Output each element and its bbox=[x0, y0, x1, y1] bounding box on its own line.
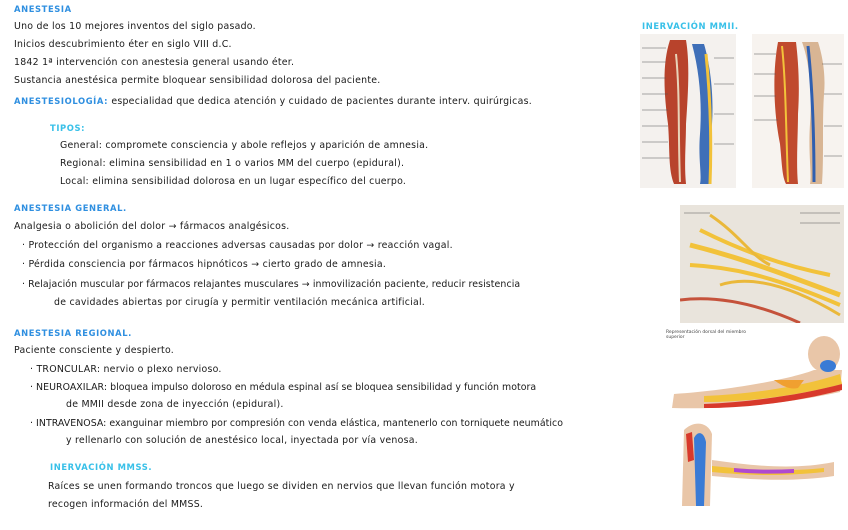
tipo-term: Local: bbox=[60, 176, 89, 187]
general-intro: Analgesia o abolición del dolor → fármacos analgésicos. bbox=[14, 221, 290, 232]
regional-intravenosa bbox=[30, 418, 563, 430]
leg-anatomy-figure-front bbox=[640, 34, 736, 188]
regional-text: bloquea impulso doloroso en médula espinal así se bloquea sensibilidad y función motora bbox=[110, 382, 537, 393]
regional-text: nervio o plexo nervioso. bbox=[103, 364, 222, 375]
inervacion-mmss-line-2: recogen información del MMSS. bbox=[48, 499, 204, 510]
intro-line-3: 1842 1ª intervención con anestesia general usando éter. bbox=[14, 57, 295, 68]
general-item-1: · Protección del organismo a reacciones adversas causadas por dolor → reacción vagal. bbox=[22, 240, 453, 251]
dermatome-arm-figure bbox=[664, 330, 844, 506]
general-item-3: · Relajación muscular por fármacos relajantes musculares → inmovilización paciente, reducir resistencia bbox=[22, 279, 521, 290]
tipo-term: Regional: bbox=[60, 158, 106, 169]
intro-line-4: Sustancia anestésica permite bloquear sensibilidad dolorosa del paciente. bbox=[14, 75, 381, 86]
leg-anatomy-figure-back bbox=[752, 34, 844, 188]
intro-line-1: Uno de los 10 mejores inventos del siglo pasado. bbox=[14, 21, 256, 32]
leg-anatomy-illustration bbox=[640, 34, 736, 188]
general-item-3-cont: de cavidades abiertas por cirugía y permitir ventilación mecánica artificial. bbox=[54, 297, 426, 308]
tipo-general bbox=[60, 140, 428, 152]
tipo-text: elimina sensibilidad en 1 o varios MM del cuerpo (epidural). bbox=[109, 158, 405, 169]
brachial-plexus-figure bbox=[680, 205, 844, 323]
regional-term: · TRONCULAR: bbox=[30, 364, 101, 375]
regional-term: · INTRAVENOSA: bbox=[30, 418, 107, 429]
anestesia-heading: ANESTESIA bbox=[14, 4, 72, 14]
tipo-term: General: bbox=[60, 140, 103, 151]
tipo-local bbox=[60, 176, 406, 188]
inervacion-mmss-line-1: Raíces se unen formando troncos que luego se dividen en nervios que llevan función motora y bbox=[48, 481, 515, 492]
regional-neuroaxilar bbox=[30, 382, 536, 394]
leg-posterior-illustration bbox=[752, 34, 844, 188]
dermatome-arm-illustration bbox=[664, 330, 844, 506]
regional-intravenosa-cont: y rellenarlo con solución de anestésico local, inyectada por vía venosa. bbox=[66, 435, 418, 446]
intro-line-2: Inicios descubrimiento éter en siglo VIII d.C. bbox=[14, 39, 232, 50]
tipo-text: elimina sensibilidad dolorosa en un lugar específico del cuerpo. bbox=[92, 176, 407, 187]
brachial-plexus-illustration bbox=[680, 205, 844, 323]
tipo-regional bbox=[60, 158, 404, 170]
regional-term: · NEUROAXILAR: bbox=[30, 382, 108, 393]
anestesiologia-term: ANESTESIOLOGÍA: bbox=[14, 96, 109, 106]
regional-heading: ANESTESIA REGIONAL. bbox=[14, 328, 132, 338]
regional-intro: Paciente consciente y despierto. bbox=[14, 345, 175, 356]
dermatome-caption: Representación dorsal del miembro superior bbox=[666, 330, 747, 340]
regional-text: exanguinar miembro por compresión con venda elástica, mantenerlo con torniquete neumático bbox=[109, 418, 563, 429]
general-item-2: · Pérdida consciencia por fármacos hipnóticos → cierto grado de amnesia. bbox=[22, 259, 387, 270]
general-heading: ANESTESIA GENERAL. bbox=[14, 203, 127, 213]
anestesiologia-definition: especialidad que dedica atención y cuidado de pacientes durante interv. quirúrgicas. bbox=[111, 96, 532, 107]
regional-neuroaxilar-cont: de MMII desde zona de inyección (epidural). bbox=[66, 399, 284, 410]
inervacion-mmss-heading: INERVACIÓN MMSS. bbox=[50, 462, 153, 472]
tipos-heading: TIPOS: bbox=[50, 123, 86, 133]
tipo-text: compromete consciencia y abole reflejos y aparición de amnesia. bbox=[105, 140, 429, 151]
anestesiologia-line bbox=[14, 95, 532, 108]
regional-troncular bbox=[30, 364, 222, 376]
inervacion-mmii-heading: INERVACIÓN MMII. bbox=[642, 21, 739, 31]
